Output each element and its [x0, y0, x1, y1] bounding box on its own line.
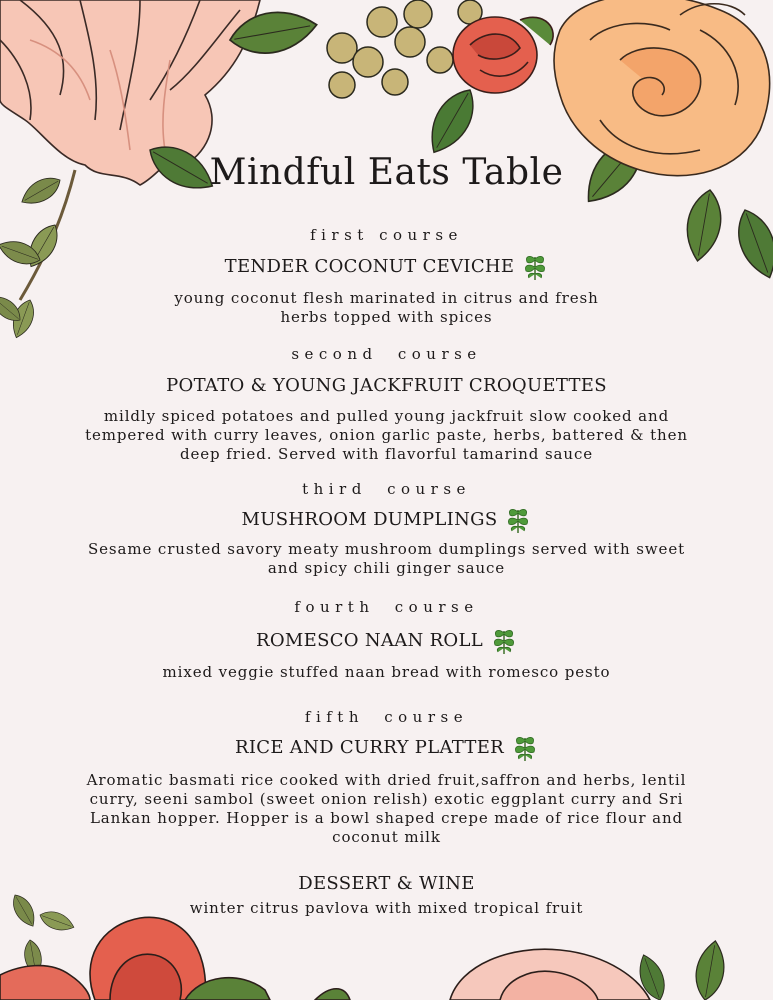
herb-leaf-icon: [512, 732, 538, 762]
dish-description: mildly spiced potatoes and pulled young jackfruit slow cooked and tempered with curry leaves, onion garlic paste, herbs, battered & then deep fried. Served with flavorful tamarind sauce: [85, 407, 688, 463]
dish-description: Sesame crusted savory meaty mushroom dumplings served with sweet and spicy chili ginger sauce: [87, 540, 686, 577]
dish-name-row: [256, 625, 517, 655]
dish-name-row: [235, 732, 538, 762]
red-rose-icon: [420, 17, 553, 160]
dish-name: POTATO & YOUNG JACKFRUIT CROQUETTES: [166, 375, 607, 396]
course-fifth: [60, 708, 713, 847]
course-label: fifth course: [304, 708, 469, 726]
dish-name: TENDER COCONUT CEVICHE: [224, 255, 515, 277]
herb-leaf-icon: [522, 251, 548, 281]
dish-name: DESSERT & WINE: [298, 873, 475, 894]
herb-leaf-icon: [491, 625, 517, 655]
dish-description: winter citrus pavlova with mixed tropical fruit: [189, 899, 584, 917]
dish-name: MUSHROOM DUMPLINGS: [241, 508, 498, 530]
course-label: third course: [302, 480, 471, 498]
dish-description: mixed veggie stuffed naan bread with romesco pesto: [162, 663, 611, 681]
course-second: [20, 345, 753, 464]
dish-description: young coconut flesh marinated in citrus and fresh herbs topped with spices: [174, 289, 599, 326]
course-label: second course: [291, 345, 482, 363]
dish-name-row: [242, 504, 532, 534]
dish-name: ROMESCO NAAN ROLL: [256, 629, 483, 651]
herb-leaf-icon: [505, 504, 531, 534]
dish-name: RICE AND CURRY PLATTER: [234, 736, 504, 758]
bottom-right-roses-icon: [315, 939, 729, 1000]
course-fourth: [60, 598, 713, 682]
course-dessert: [60, 873, 713, 918]
course-label: fourth course: [294, 598, 479, 616]
course-label: first course: [310, 226, 463, 244]
dish-description: Aromatic basmati rice cooked with dried fruit,saffron and herbs, lentil curry, seeni sambol (sweet onion relish) exotic eggplant curry and Sri Lankan hopper. Hopper is a bowl shaped crepe made of rice flour and coconut milk: [86, 771, 687, 846]
dish-name-row: [225, 251, 549, 281]
course-third: [60, 480, 713, 578]
course-first: [60, 226, 713, 327]
menu-title: Mindful Eats Table: [209, 152, 564, 193]
